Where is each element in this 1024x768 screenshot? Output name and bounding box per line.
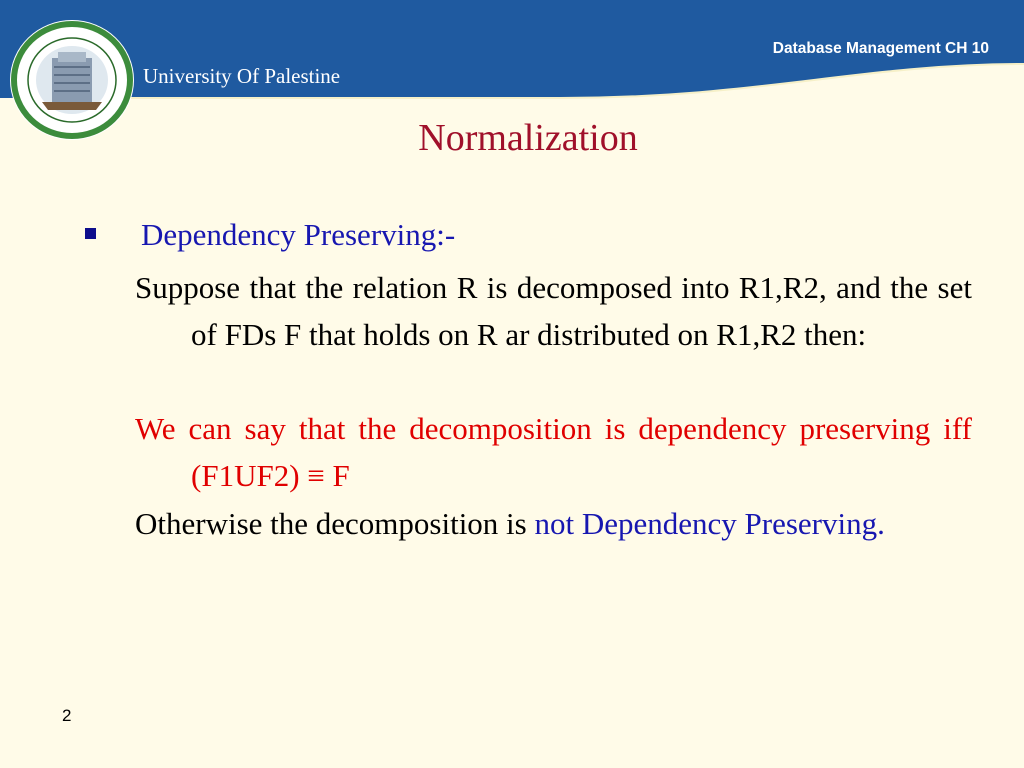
university-name: University Of Palestine	[143, 64, 341, 88]
square-bullet-icon	[85, 228, 96, 239]
page-number: 2	[62, 706, 72, 725]
paragraph-otherwise	[135, 500, 972, 547]
paragraph-relation-decomposition: Suppose that the relation R is decomposed into R1,R2, and the set of FDs F that holds on R ar distributed on R1,R2 then:	[135, 270, 972, 352]
otherwise-text: Otherwise the decomposition is	[135, 506, 535, 541]
slide-title: Normalization	[418, 117, 638, 159]
paragraph-dependency-definition: We can say that the decomposition is dependency preserving iff (F1UF2) ≡ F	[135, 411, 972, 493]
bullet-heading: Dependency Preserving:-	[141, 217, 456, 252]
not-preserving-text: not Dependency Preserving.	[534, 506, 885, 541]
course-title: Database Management CH 10	[772, 40, 989, 57]
